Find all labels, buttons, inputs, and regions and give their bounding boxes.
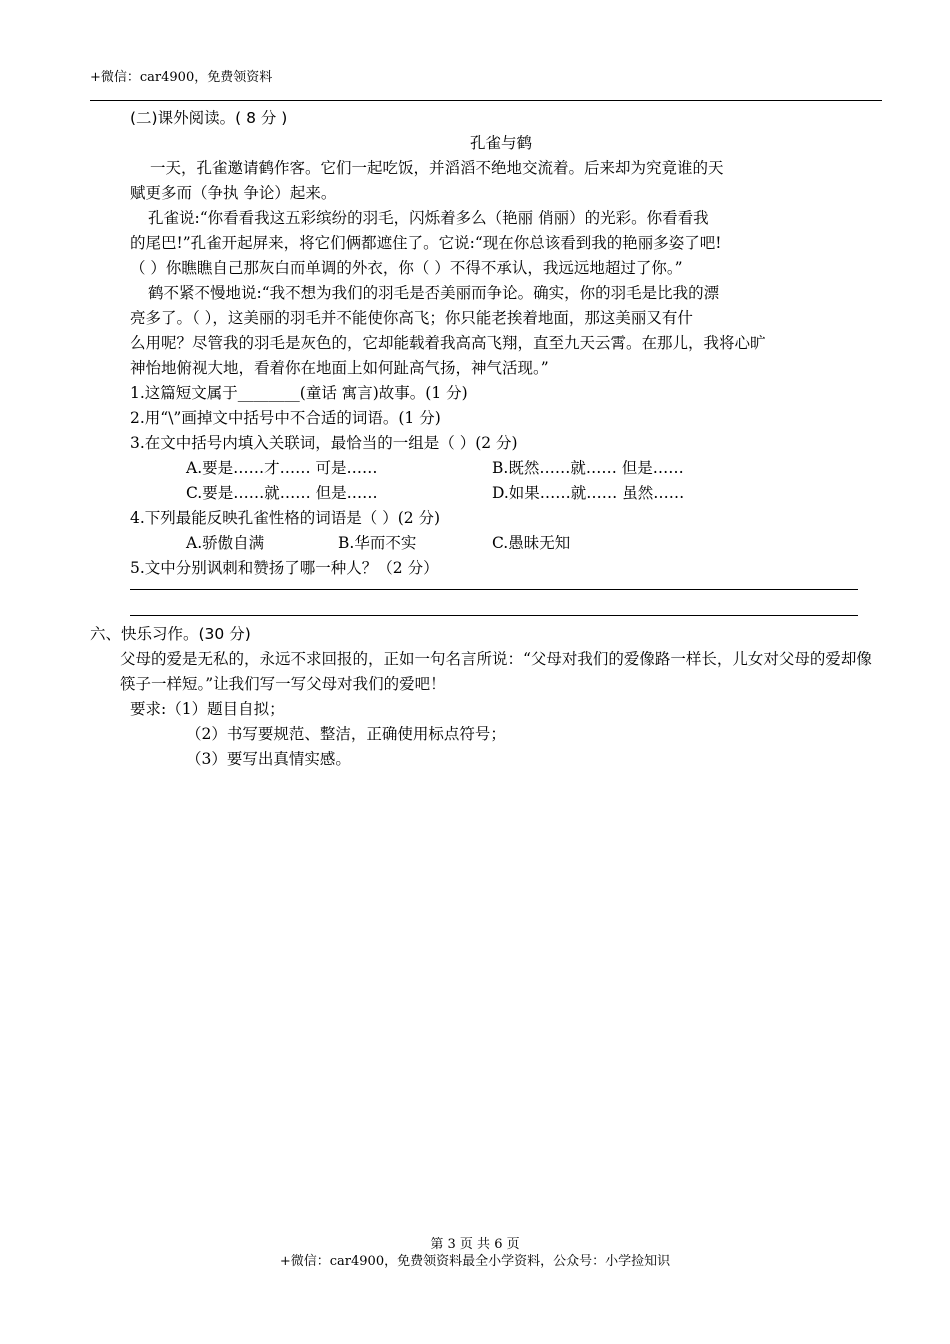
writing-section-title: 六、快乐习作。(30 分) bbox=[90, 625, 251, 643]
story-paragraph-line: 一天，孔雀邀请鹤作客。它们一起吃饭，并滔滔不绝地交流着。后来却为究竟谁的天 bbox=[150, 159, 724, 177]
header-watermark-note: +微信：car4900，免费领资料 bbox=[90, 70, 273, 85]
requirement-item: （2）书写要规范、整洁，正确使用标点符号； bbox=[186, 725, 506, 743]
question-2: 2.用“\”画掉文中括号中不合适的词语。(1 分) bbox=[130, 409, 441, 427]
story-paragraph-line: 神怡地俯视大地，看着你在地面上如何趾高气扬，神气活现。” bbox=[130, 359, 549, 377]
page-content bbox=[90, 106, 882, 772]
option-b: B.华而不实 bbox=[338, 534, 417, 552]
story-paragraph-line: 么用呢？尽管我的羽毛是灰色的，它却能载着我高高飞翔，直至九天云霄。在那儿，我将心旷 bbox=[130, 334, 766, 352]
option-c: C.要是……就…… 但是…… bbox=[186, 484, 378, 502]
question-5: 5.文中分别讽刺和赞扬了哪一种人？（2 分） bbox=[130, 559, 439, 577]
question-4-options bbox=[90, 531, 882, 556]
option-a: A.骄傲自满 bbox=[186, 534, 265, 552]
writing-prompt: 父母的爱是无私的，永远不求回报的，正如一句名言所说：“父母对我们的爱像路一样长，儿女对父母的爱却像筷子一样短。”让我们写一写父母对我们的爱吧！ bbox=[120, 650, 872, 693]
page-number: 第 3 页 共 6 页 bbox=[430, 1237, 520, 1252]
answer-line bbox=[130, 589, 858, 590]
option-b: B.既然……就…… 但是…… bbox=[492, 459, 684, 477]
story-paragraph-line: （ ）你瞧瞧自己那灰白而单调的外衣，你（ ）不得不承认，我远远地超过了你。” bbox=[130, 259, 683, 277]
question-3: 3.在文中括号内填入关联词，最恰当的一组是（ ）(2 分) bbox=[130, 434, 518, 452]
story-paragraph-line: 孔雀说:“你看看我这五彩缤纷的羽毛，闪烁着多么（艳丽 俏丽）的光彩。你看看我 bbox=[148, 209, 709, 227]
story-paragraph-line: 赋更多而（争执 争论）起来。 bbox=[130, 184, 337, 202]
footer-watermark-note: +微信：car4900，免费领资料最全小学资料，公众号：小学捡知识 bbox=[279, 1254, 671, 1269]
requirement-item: （3）要写出真情实感。 bbox=[186, 750, 351, 768]
requirements-label: 要求:（1）题目自拟； bbox=[130, 700, 285, 718]
answer-line bbox=[130, 615, 858, 616]
question-3-options-row-1 bbox=[90, 456, 882, 481]
question-4: 4.下列最能反映孔雀性格的词语是（ ）(2 分) bbox=[130, 509, 441, 527]
option-c: C.愚昧无知 bbox=[492, 534, 571, 552]
option-a: A.要是……才…… 可是…… bbox=[186, 459, 378, 477]
header-divider bbox=[90, 100, 882, 101]
story-paragraph-line: 的尾巴!”孔雀开起屏来，将它们俩都遮住了。它说:“现在你总该看到我的艳丽多姿了吧! bbox=[130, 234, 722, 252]
question-3-options-row-2 bbox=[90, 481, 882, 506]
story-paragraph-line: 鹤不紧不慢地说:“我不想为我们的羽毛是否美丽而争论。确实，你的羽毛是比我的漂 bbox=[148, 284, 720, 302]
question-1: 1.这篇短文属于________(童话 寓言)故事。(1 分) bbox=[130, 384, 468, 402]
story-title: 孔雀与鹤 bbox=[469, 134, 532, 152]
story-paragraph-line: 亮多了。（ ），这美丽的羽毛并不能使你高飞；你只能老挨着地面，那这美丽又有什 bbox=[130, 309, 693, 327]
reading-section-title: (二)课外阅读。( 8 分 ) bbox=[130, 109, 288, 127]
option-d: D.如果……就…… 虽然…… bbox=[492, 484, 685, 502]
